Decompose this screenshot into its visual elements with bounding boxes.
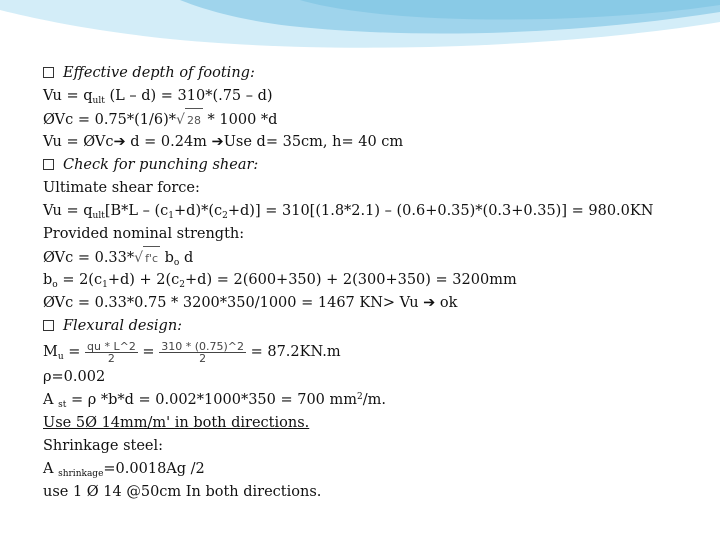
text: (L – d) = 310*(.75 – d) xyxy=(104,88,273,104)
radicand: 28 xyxy=(185,108,203,132)
eq-phivc-result xyxy=(43,292,703,315)
sqrt-fc-formula xyxy=(134,246,160,270)
heading-punching-shear xyxy=(43,154,703,177)
subscript: ult xyxy=(92,96,105,106)
arrow-icon: ➔ xyxy=(423,295,436,311)
text: +d)] = 310[(1.8*2.1) – (0.6+0.35)*(0.3+0.35)] = 980.0KN xyxy=(227,203,654,219)
subscript: ult xyxy=(92,211,105,221)
denominator: 2 xyxy=(107,351,115,365)
subscript: 1 xyxy=(102,280,108,290)
arrow-icon: ➔ xyxy=(211,134,224,150)
text: = 2(c xyxy=(57,272,103,288)
eq-mu xyxy=(43,338,703,366)
text: Check for punching shear: xyxy=(63,157,259,173)
text: [B*L – (c xyxy=(104,203,169,219)
heading-flexural-design xyxy=(43,315,703,338)
text: ρ=0.002 xyxy=(43,369,106,385)
text: ØVc = 0.33*0.75 * 3200*350/1000 = 1467 KN> Vu xyxy=(43,295,424,311)
numerator: qu * L^2 xyxy=(87,339,136,353)
text: +d) + 2(c xyxy=(107,272,180,288)
eq-ast xyxy=(43,389,703,412)
bullet-icon xyxy=(43,320,54,331)
text: A xyxy=(43,461,59,477)
eq-phivc-punching xyxy=(43,246,703,269)
sqrt-fc-formula xyxy=(176,108,203,132)
subscript: o xyxy=(173,258,180,268)
text: = ρ *b*d = 0.002*1000*350 = 700 mm xyxy=(66,392,358,408)
subscript: shrinkage xyxy=(58,469,104,479)
text: ØVc = 0.75*(1/6)* xyxy=(43,112,177,128)
bullet-icon xyxy=(43,67,54,78)
header-wave-decoration xyxy=(0,0,720,60)
text: = 87.2KN.m xyxy=(245,344,341,360)
text: use 1 Ø 14 @50cm In both directions. xyxy=(43,484,322,500)
text: Flexural design: xyxy=(63,318,183,334)
text: Shrinkage steel: xyxy=(43,438,164,454)
text: Vu = ØVc xyxy=(43,134,114,150)
text: Use d= 35cm, h= 40 cm xyxy=(223,134,404,150)
text: M xyxy=(43,344,58,360)
arrow-icon: ➔ xyxy=(113,134,126,150)
text: Provided nominal strength: xyxy=(43,226,245,242)
subscript: 2 xyxy=(222,211,228,221)
text: =0.0018Ag /2 xyxy=(103,461,205,477)
superscript: 2 xyxy=(357,392,363,402)
eq-rho xyxy=(43,366,703,389)
label-provided-strength xyxy=(43,223,703,246)
eq-bo xyxy=(43,269,703,292)
text: +d)*(c xyxy=(174,203,223,219)
text: ok xyxy=(435,295,458,311)
denominator: 2 xyxy=(199,351,207,365)
text: A xyxy=(43,392,59,408)
label-ultimate-shear xyxy=(43,177,703,200)
eq-vu-equals-phivc xyxy=(43,131,703,154)
subscript: 2 xyxy=(179,280,186,290)
text: * 1000 *d xyxy=(202,112,278,128)
radical-icon: √ xyxy=(176,112,185,128)
text: d xyxy=(179,250,194,266)
fraction-qu-l2 xyxy=(85,341,138,364)
text: b xyxy=(160,250,174,266)
radical-icon: √ xyxy=(134,250,144,266)
result-shrinkage xyxy=(43,481,703,504)
text: /m. xyxy=(362,392,387,408)
radicand: f'c xyxy=(143,246,160,270)
result-reinforcement xyxy=(43,412,703,435)
subscript: st xyxy=(58,400,67,410)
text: Vu = q xyxy=(43,203,93,219)
numerator: 310 * (0.75)^2 xyxy=(161,339,244,353)
text: = xyxy=(137,344,160,360)
eq-vu-depth xyxy=(43,85,703,108)
heading-effective-depth xyxy=(43,62,703,85)
fraction-310-075 xyxy=(159,341,246,364)
eq-a-shrinkage xyxy=(43,458,703,481)
text: +d) = 2(600+350) + 2(300+350) = 3200mm xyxy=(185,272,517,288)
text: Vu = q xyxy=(43,88,93,104)
subscript: u xyxy=(57,352,64,362)
subscript: 1 xyxy=(168,211,175,221)
slide-body xyxy=(43,62,703,504)
text: d = 0.24m xyxy=(125,134,212,150)
text: Use 5Ø 14mm/m' in both directions. xyxy=(43,415,310,431)
text: = xyxy=(63,344,86,360)
text: Effective depth of footing: xyxy=(63,65,255,81)
subscript: o xyxy=(52,280,58,290)
eq-vu-punching xyxy=(43,200,703,223)
bullet-icon xyxy=(43,159,54,170)
text: ØVc = 0.33* xyxy=(43,250,135,266)
label-shrinkage-steel xyxy=(43,435,703,458)
text: Ultimate shear force: xyxy=(43,180,200,196)
eq-phi-vc xyxy=(43,108,703,131)
text: b xyxy=(43,272,53,288)
